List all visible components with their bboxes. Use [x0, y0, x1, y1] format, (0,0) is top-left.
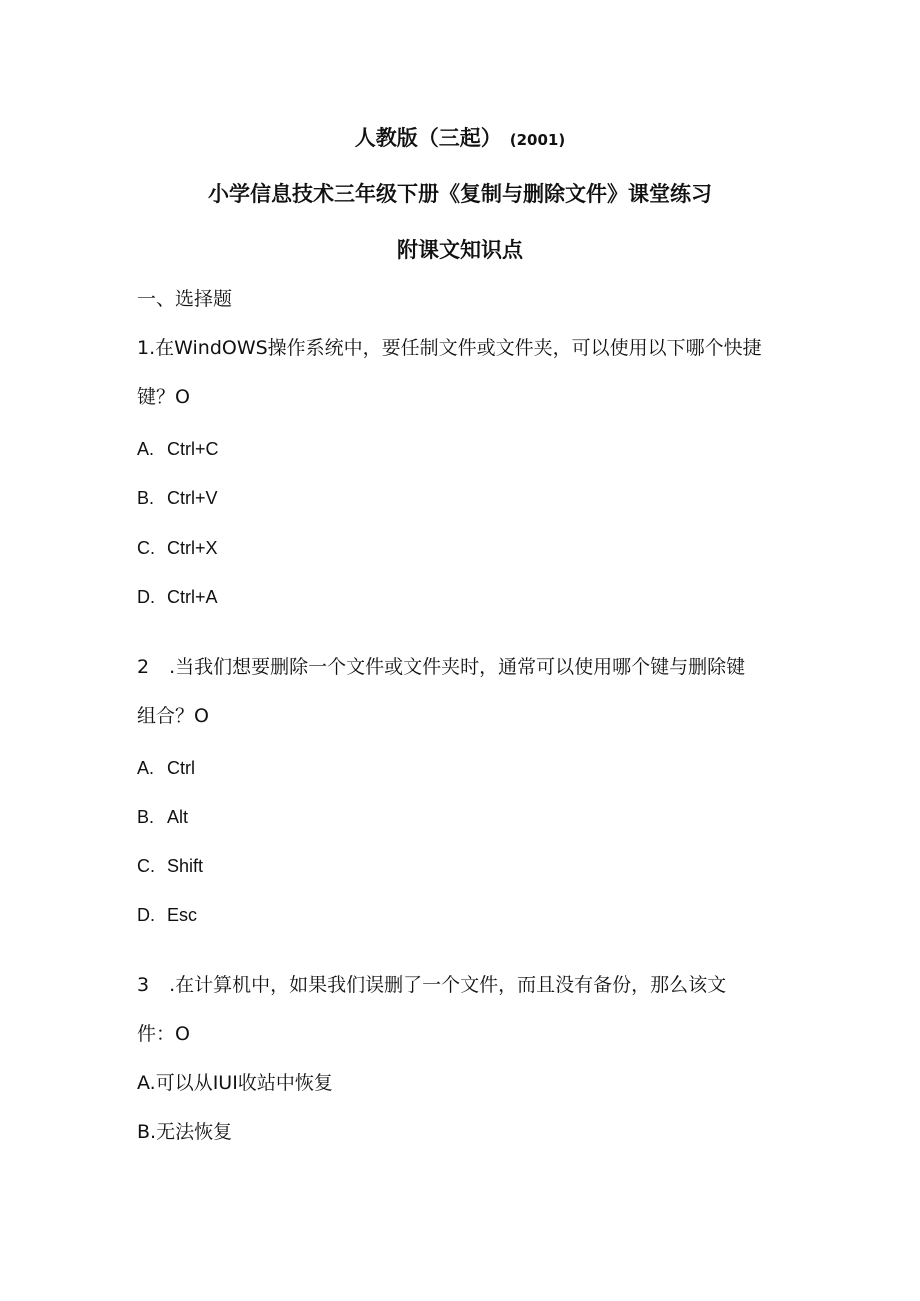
question-1-option-a: A. Ctrl+C [137, 439, 219, 459]
title-year: (2001) [509, 131, 566, 149]
question-3-line-2: 件：O [137, 1023, 190, 1045]
question-2-line-1: 2 .当我们想要删除一个文件或文件夹时，通常可以使用哪个键与删除键 [137, 656, 746, 678]
section-heading: 一、选择题 [137, 288, 233, 310]
question-3-option-b: B.无法恢复 [137, 1121, 233, 1143]
document-subtitle-2: 附课文知识点 [397, 238, 523, 262]
document-subtitle: 小学信息技术三年级下册《复制与删除文件》课堂练习 [208, 182, 712, 206]
question-2-option-d: D. Esc [137, 905, 198, 925]
question-2-option-a: A. Ctrl [137, 758, 195, 778]
question-3-line-1: 3 .在计算机中，如果我们误删了一个文件，而且没有备份，那么该文 [137, 974, 727, 996]
question-1-line-1: 1.在WindOWS操作系统中，要任制文件或文件夹，可以使用以下哪个快捷 [137, 337, 762, 359]
question-2-option-b: B. Alt [137, 807, 189, 827]
question-3-number: 3 [137, 974, 150, 996]
question-1-option-b: B. Ctrl+V [137, 488, 218, 508]
title-main: 人教版（三起） [354, 126, 502, 150]
question-1-option-d: D. Ctrl+A [137, 587, 218, 607]
question-1-option-c: C. Ctrl+X [137, 538, 218, 558]
question-3-option-a: A.可以从IUI收站中恢复 [137, 1072, 333, 1094]
question-2-line-2: 组合？O [137, 705, 209, 727]
question-1-line-2: 键？O [137, 386, 190, 408]
question-2-number: 2 [137, 656, 150, 678]
document-title [0, 124, 920, 154]
question-2-option-c: C. Shift [137, 856, 204, 876]
